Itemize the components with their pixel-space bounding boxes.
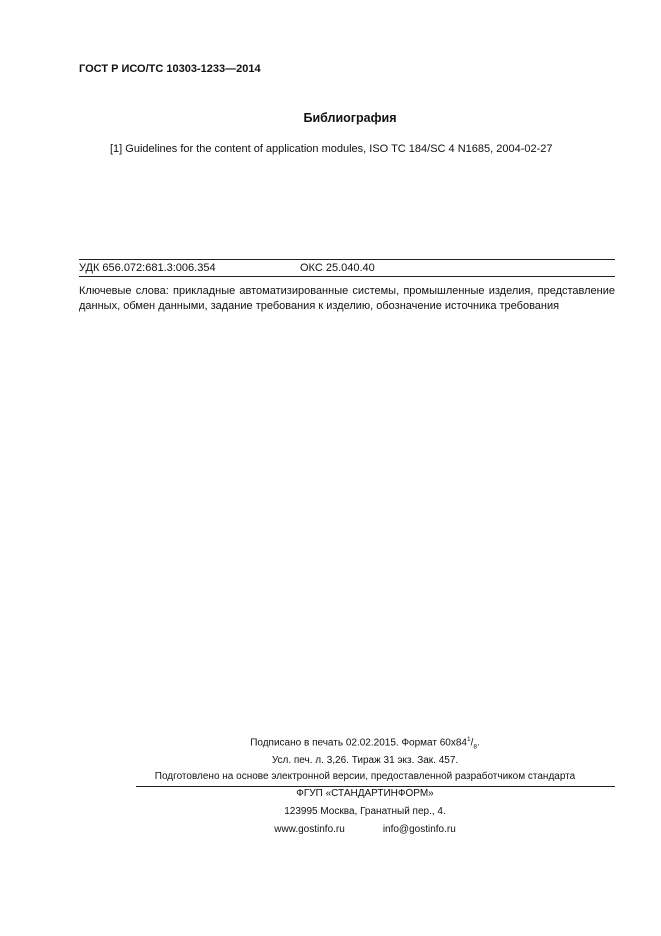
prepared-note: Подготовлено на основе электронной версии, предоставленной разработчиком стандарта [154,771,576,782]
document-code: ГОСТ Р ИСО/ТС 10303-1233—2014 [79,63,261,75]
udc-code: УДК 656.072:681.3:006.354 [79,262,216,274]
bibliography-title: Библиография [303,111,397,125]
format-numerator: 1 [466,736,471,743]
top-divider [79,259,615,260]
keywords-paragraph: Ключевые слова: прикладные автоматизированные системы, промышленные изделия, представление данных, обмен данными, задание требования к изделию, обозначение источника требования [79,285,615,312]
contacts-line [130,824,600,835]
publisher-name: ФГУП «СТАНДАРТИНФОРМ» [296,788,434,799]
bibliography-entry: [1] Guidelines for the content of application modules, ISO TC 184/SC 4 N1685, 2004-02-27 [110,143,553,155]
publisher-address: 123995 Москва, Гранатный пер., 4. [284,806,446,817]
udc-divider [79,276,615,277]
imprint-divider [136,786,615,787]
print-info: Усл. печ. л. 3,26. Тираж 31 экз. Зак. 457. [271,755,459,766]
signed-text: Подписано в печать 02.02.2015. Формат 60x84 [250,737,467,749]
format-denominator: 8 [473,743,478,751]
website-link[interactable]: www.gostinfo.ru [274,824,345,835]
oks-code: ОКС 25.040.40 [300,262,375,274]
signed-end: . [477,737,480,749]
signed-line: Подписано в печать 02.02.2015. Формат $60x84^1/_8$. [250,736,480,751]
email-link[interactable]: info@gostinfo.ru [382,824,456,835]
